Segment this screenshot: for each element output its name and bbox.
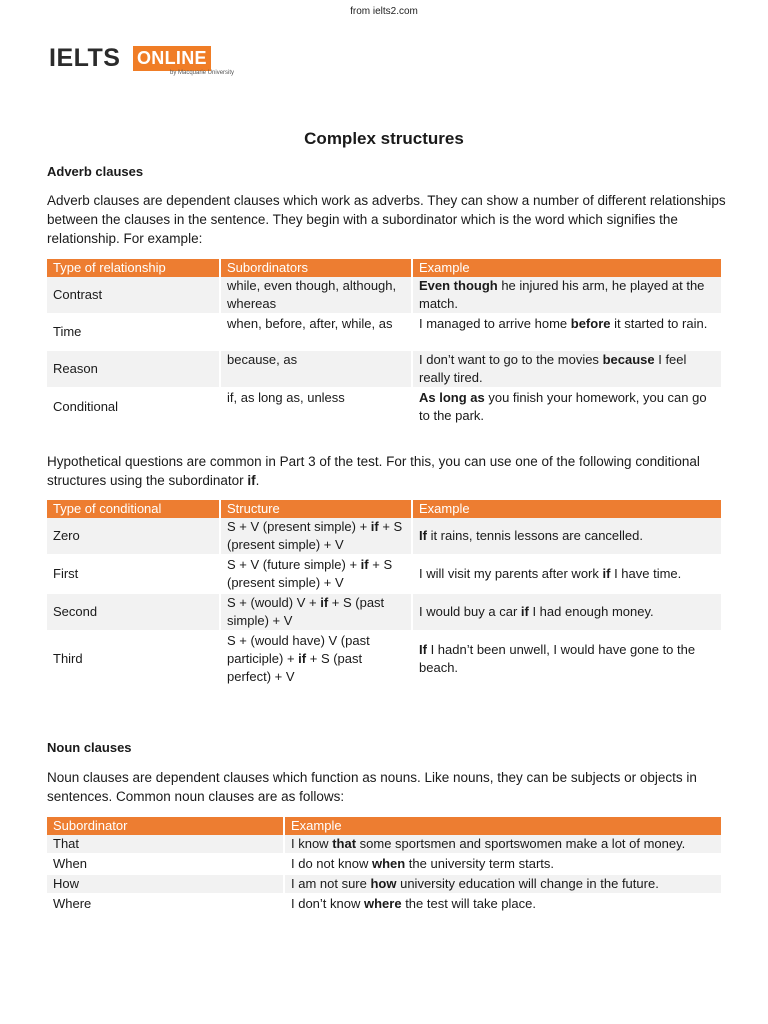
adverb-sub-cell: while, even though, although, whereas: [220, 277, 412, 314]
conditional-type-cell: Third: [47, 631, 220, 687]
adverb-example-cell: As long as you finish your homework, you can go to the park.: [412, 388, 721, 426]
conditional-structure-cell: S + (would have) V (past participle) + if + S (past perfect) + V: [220, 631, 412, 687]
adverb-example-cell: I managed to arrive home before it started to rain.: [412, 314, 721, 350]
adverb-type-cell: Time: [47, 314, 220, 350]
conditional-table-header: [47, 500, 721, 518]
adverb-col-type: Type of relationship: [47, 259, 220, 277]
noun-col-subordinator: Subordinator: [47, 817, 284, 835]
conditional-example-cell: If it rains, tennis lessons are cancelled.: [412, 518, 721, 555]
noun-heading: Noun clauses: [47, 740, 132, 755]
adverb-example-cell: I don’t want to go to the movies because I feel really tired.: [412, 350, 721, 388]
noun-example-cell: I am not sure how university education will change in the future.: [284, 874, 721, 894]
adverb-col-subordinators: Subordinators: [220, 259, 412, 277]
conditional-col-structure: Structure: [220, 500, 412, 518]
conditional-col-example: Example: [412, 500, 721, 518]
adverb-table: [47, 259, 721, 427]
adverb-sub-cell: if, as long as, unless: [220, 388, 412, 426]
adverb-sub-cell: when, before, after, while, as: [220, 314, 412, 350]
conditional-type-cell: First: [47, 555, 220, 593]
table-row: [47, 854, 721, 874]
noun-sub-cell: That: [47, 835, 284, 854]
hypothetical-intro: Hypothetical questions are common in Part 3 of the test. For this, you can use one of the following conditional structures using the subordinator if.: [47, 454, 700, 488]
table-row: [47, 350, 721, 388]
table-row: [47, 518, 721, 555]
noun-col-example: Example: [284, 817, 721, 835]
adverb-col-example: Example: [412, 259, 721, 277]
page-title: Complex structures: [304, 129, 464, 148]
table-row: [47, 874, 721, 894]
source-note: from ielts2.com: [350, 6, 418, 17]
conditional-structure-cell: S + V (future simple) + if + S (present simple) + V: [220, 555, 412, 593]
conditional-type-cell: Second: [47, 593, 220, 631]
table-row: [47, 894, 721, 914]
conditional-example-cell: If I hadn’t been unwell, I would have gone to the beach.: [412, 631, 721, 687]
adverb-type-cell: Conditional: [47, 388, 220, 426]
noun-sub-cell: When: [47, 854, 284, 874]
adverb-sub-cell: because, as: [220, 350, 412, 388]
logo-subtitle: by Macquarie University: [170, 70, 235, 76]
logo-ielts-text: IELTS: [49, 44, 121, 72]
conditional-col-type: Type of conditional: [47, 500, 220, 518]
conditional-structure-cell: S + (would) V + if + S (past simple) + V: [220, 593, 412, 631]
conditional-type-cell: Zero: [47, 518, 220, 555]
noun-example-cell: I do not know when the university term starts.: [284, 854, 721, 874]
conditional-example-cell: I would buy a car if I had enough money.: [412, 593, 721, 631]
table-row: [47, 277, 721, 314]
table-row: [47, 593, 721, 631]
conditional-structure-cell: S + V (present simple) + if + S (present simple) + V: [220, 518, 412, 555]
noun-example-cell: I know that some sportsmen and sportswomen make a lot of money.: [284, 835, 721, 854]
conditional-example-cell: I will visit my parents after work if I have time.: [412, 555, 721, 593]
adverb-heading: Adverb clauses: [47, 164, 144, 179]
conditional-table: [47, 500, 721, 688]
table-row: [47, 631, 721, 687]
adverb-type-cell: Reason: [47, 350, 220, 388]
noun-sub-cell: Where: [47, 894, 284, 914]
noun-intro: Noun clauses are dependent clauses which function as nouns. Like nouns, they can be subjects or objects in sentences. Common noun clauses are as follows:: [47, 770, 697, 804]
noun-example-cell: I don’t know where the test will take place.: [284, 894, 721, 914]
noun-sub-cell: How: [47, 874, 284, 894]
table-row: [47, 388, 721, 426]
noun-table: [47, 817, 721, 915]
adverb-table-header: [47, 259, 721, 277]
adverb-intro: Adverb clauses are dependent clauses which work as adverbs. They can show a number of different relationships between the clauses in the sentence. They begin with a subordinator which is the word which signifies the relationship. For example:: [47, 193, 726, 246]
table-row: [47, 314, 721, 350]
logo-online-badge: ONLINE: [133, 46, 211, 71]
table-row: [47, 555, 721, 593]
adverb-example-cell: Even though he injured his arm, he played at the match.: [412, 277, 721, 314]
noun-table-header: [47, 817, 721, 835]
adverb-type-cell: Contrast: [47, 277, 220, 314]
table-row: [47, 835, 721, 854]
